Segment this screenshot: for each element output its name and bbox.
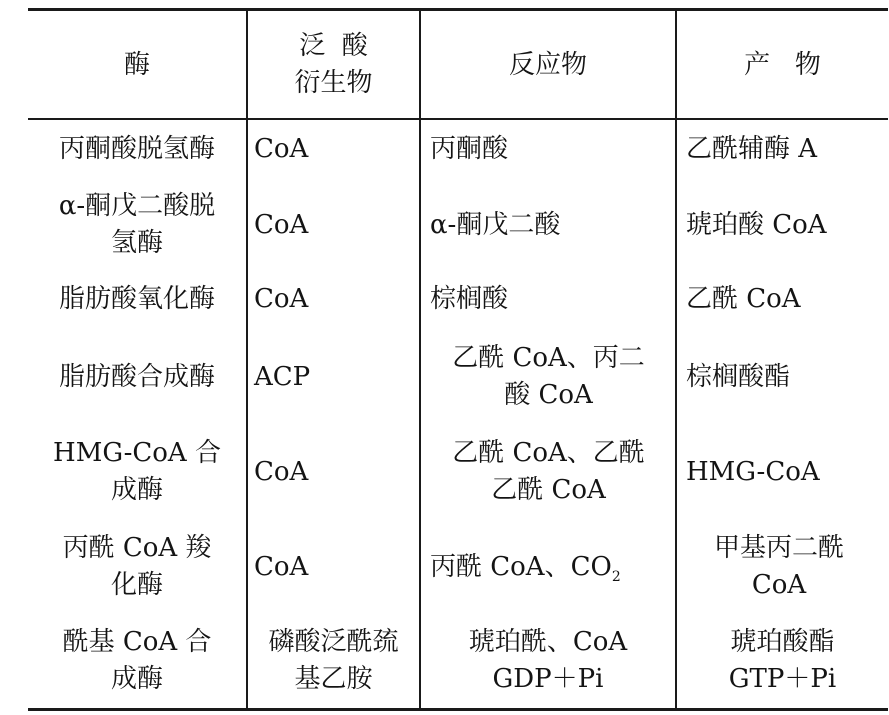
- row2-enzyme-line2: 氢酶: [110, 228, 163, 258]
- row5-derivative: [254, 432, 417, 512]
- row6-enzyme-line2: 化酶: [110, 570, 163, 600]
- row4-enzyme: [28, 338, 246, 416]
- row5-enzyme-line1: HMG-CoA 合: [53, 438, 221, 468]
- row5-reactant-line1: 乙酰 CoA、乙酰: [452, 438, 645, 468]
- row6-product-line1: 甲基丙二酰: [713, 533, 844, 563]
- row6-reactant-subscript: 2: [611, 568, 621, 585]
- row4-reactant-line1: 乙酰 CoA、丙二: [452, 343, 645, 373]
- row2-derivative-text: CoA: [254, 209, 309, 240]
- row5-reactant-line2: 乙酰 CoA: [491, 475, 606, 505]
- row7-reactant-line2: GDP＋Pi: [492, 664, 604, 694]
- header-derivative-line1: 泛 酸: [299, 31, 368, 61]
- row2-reactant: [430, 185, 673, 265]
- header-reactant: [421, 12, 675, 118]
- row3-product-text: 乙酰 CoA: [686, 283, 801, 314]
- table-bottom-rule: [28, 708, 888, 711]
- row7-product-line2: GTP＋Pi: [728, 664, 837, 694]
- row6-derivative-text: CoA: [254, 551, 309, 582]
- header-product: [677, 12, 888, 118]
- row7-reactant: [421, 620, 675, 702]
- row4-derivative: [254, 338, 417, 416]
- row5-product: [686, 432, 886, 512]
- row3-reactant-text: 棕榈酸: [430, 283, 509, 314]
- row4-product-text: 棕榈酸酯: [686, 361, 791, 392]
- row2-enzyme-line1: α-酮戊二酸脱: [58, 191, 216, 221]
- header-product-text: 产 物: [744, 49, 821, 80]
- row4-product: [686, 338, 886, 416]
- row5-derivative-text: CoA: [254, 456, 309, 487]
- row1-product: [686, 125, 886, 173]
- row2-enzyme: [28, 185, 246, 265]
- row4-reactant-line2: 酸 CoA: [504, 380, 593, 410]
- row6-reactant-text: [430, 549, 621, 586]
- row5-reactant: [424, 432, 673, 512]
- row7-derivative: [248, 620, 419, 702]
- row7-derivative-line2: 基乙胺: [294, 664, 373, 694]
- header-reactant-text: 反应物: [508, 49, 587, 80]
- row3-enzyme-text: 脂肪酸氧化酶: [58, 283, 215, 314]
- row4-derivative-text: ACP: [254, 361, 311, 392]
- header-derivative-line2: 衍生物: [294, 68, 373, 98]
- row1-product-text: 乙酰辅酶 A: [686, 133, 818, 164]
- row3-derivative-text: CoA: [254, 283, 309, 314]
- row6-enzyme: [28, 527, 246, 607]
- row1-reactant: [430, 125, 673, 173]
- row1-derivative-text: CoA: [254, 133, 309, 164]
- row6-enzyme-line1: 丙酰 CoA 羧: [62, 533, 212, 563]
- table-header-rule: [28, 118, 888, 120]
- row3-enzyme: [28, 275, 246, 323]
- row1-enzyme: [28, 125, 246, 173]
- row3-reactant: [430, 275, 673, 323]
- row6-reactant: [430, 527, 673, 607]
- table-top-rule: [28, 8, 888, 11]
- row5-product-text: HMG-CoA: [686, 456, 820, 487]
- row6-derivative: [254, 527, 417, 607]
- row7-product: [677, 620, 888, 702]
- row1-derivative: [254, 125, 417, 173]
- row1-reactant-text: 丙酮酸: [430, 133, 509, 164]
- row2-product: [686, 185, 886, 265]
- row2-product-text: 琥珀酸 CoA: [686, 209, 827, 240]
- row7-product-line1: 琥珀酸酯: [730, 627, 835, 657]
- row5-enzyme: [28, 432, 246, 512]
- row6-product-line2: CoA: [751, 570, 807, 600]
- row5-enzyme-line2: 成酶: [110, 475, 163, 505]
- header-enzyme: [28, 12, 246, 118]
- row3-derivative: [254, 275, 417, 323]
- row7-enzyme-line2: 成酶: [110, 664, 163, 694]
- row7-derivative-line1: 磷酸泛酰巯: [268, 627, 399, 657]
- header-pantothenic-derivative: [248, 12, 419, 118]
- row2-reactant-text: α-酮戊二酸: [430, 209, 561, 240]
- row4-reactant: [424, 338, 673, 416]
- row6-product: [679, 527, 879, 607]
- row3-product: [686, 275, 886, 323]
- row7-enzyme: [28, 620, 246, 702]
- row6-reactant-main: 丙酰 CoA、CO: [430, 551, 612, 582]
- row4-enzyme-text: 脂肪酸合成酶: [58, 361, 215, 392]
- header-enzyme-text: 酶: [123, 49, 150, 80]
- row7-enzyme-line1: 酰基 CoA 合: [62, 627, 212, 657]
- row1-enzyme-text: 丙酮酸脱氢酶: [58, 133, 215, 164]
- row2-derivative: [254, 185, 417, 265]
- row7-reactant-line1: 琥珀酰、CoA: [468, 627, 628, 657]
